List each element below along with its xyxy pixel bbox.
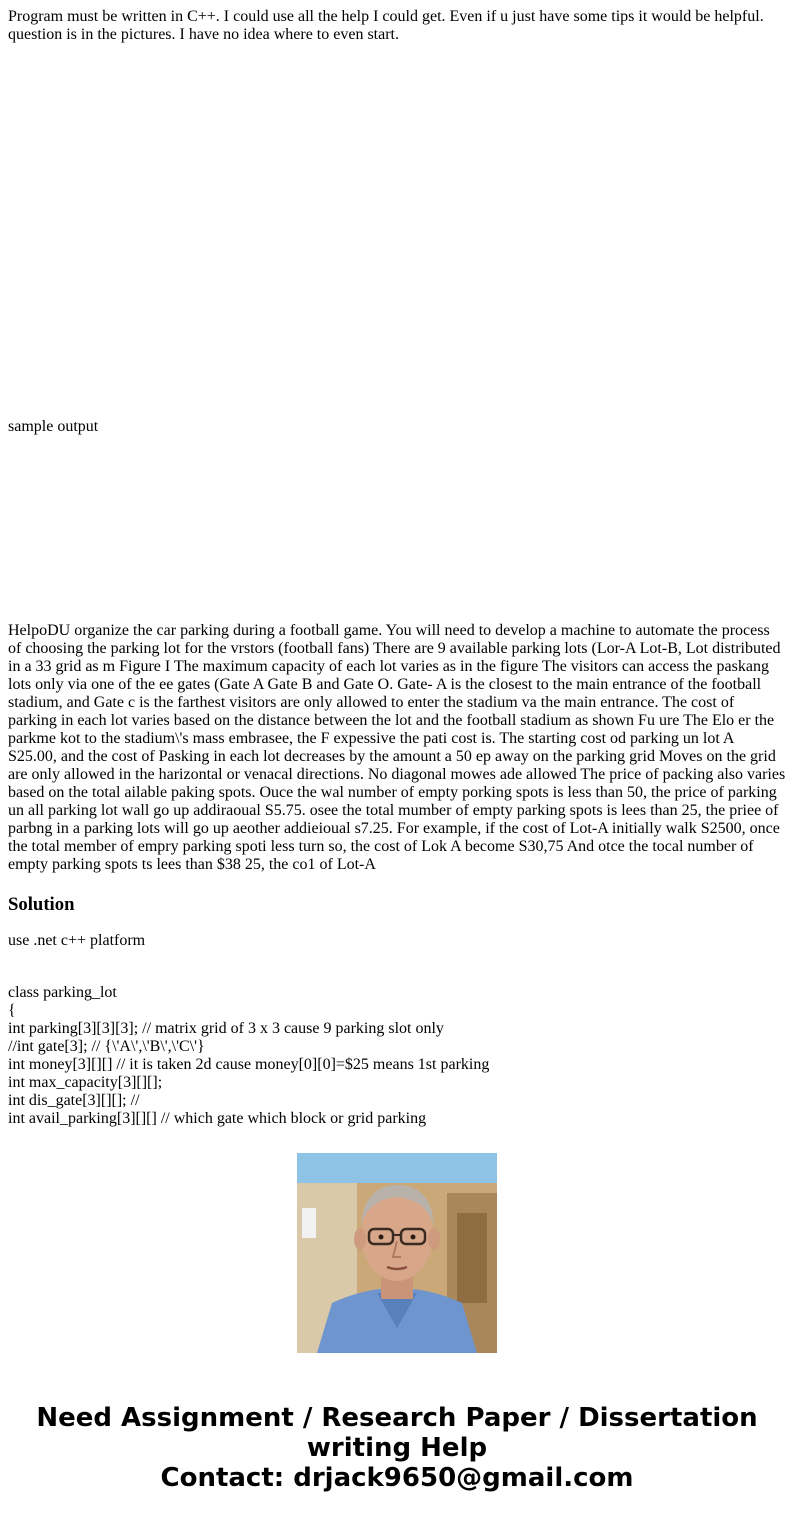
code-line: int avail_parking[3][][] // which gate which block or grid parking [8,1110,427,1127]
banner-line-1: Need Assignment / Research Paper / Dissertation [36,1403,758,1433]
code-line: int parking[3][3][3]; // matrix grid of 3 x 3 cause 9 parking slot only [8,1020,444,1037]
code-line: //int gate[3]; // {\'A\',\'B\',\'C\'} [8,1038,205,1055]
page-content [8,8,786,1127]
question-image-placeholder [8,44,786,418]
solution-note: use .net c++ platform [8,932,146,949]
question-text: Program must be written in C++. I could use all the help I could get. Even if u just have some tips it would be helpful. question is in the pictures. I have no idea where to even start. [8,8,764,43]
avatar-portrait-illustration [297,1153,497,1353]
solution-heading: Solution [8,894,75,915]
code-line: int max_capacity[3][][]; [8,1074,163,1091]
contact-banner [0,1403,794,1493]
author-avatar [297,1153,497,1353]
banner-contact-email: Contact: drjack9650@gmail.com [160,1463,634,1493]
code-line: int money[3][][] // it is taken 2d cause money[0][0]=$25 means 1st parking [8,1056,490,1073]
sample-output-label: sample output [8,418,99,435]
sample-output-image-placeholder [8,436,786,622]
problem-text: HelpoDU organize the car parking during a football game. You will need to develop a machine to automate the process of choosing the parking lot for the vrstors (football fans) There are 9 available parking lots (Lor-A Lot-B, Lot distributed in a 33 grid as m Figure I The maximum capacity of each lot varies as in the figure The visitors can access the paskang lots only via one of the ee gates (Gate A Gate B and Gate O. Gate- A is the closest to the main entrance of the football stadium, and Gate c is the farthest visitors are only allowed to enter the stadium va the main entrance. The cost of parking in each lot varies based on the distance between the lot and the football stadium as shown Fu ure The Elo er the parkme kot to the stadium\'s mass embrasee, the F expessive the pati cost is. The starting cost od parking un lot A S25.00, and the cost of Pasking in each lot decreases by the amount a 50 ep away on the parking grid Moves on the grid are only allowed in the harizontal or venacal directions. No diagonal mowes ade allowed The price of packing also varies based on the total ailable paking spots. Ouce the wal number of empty porking spots is less than 50, the price of parking un all parking lot wall go up addiraoual S5.75. osee the total mumber of empty parking spots is lees than 25, the priee of parbng in a parking lots will go up aeother addieioual s7.25. For example, if the cost of Lot-A initially walk S2500, once the total member of empry parking spoti less turn so, the cost of Lok A become S30,75 And otce the tocal number of empty parking spots ts lees than $38 25, the co1 of Lot-A [8,622,786,873]
solution-code [8,984,786,1127]
code-line: class parking_lot [8,984,117,1001]
code-line: int dis_gate[3][][]; // [8,1092,140,1109]
banner-line-2: writing Help [306,1433,488,1463]
code-line: { [8,1002,16,1019]
